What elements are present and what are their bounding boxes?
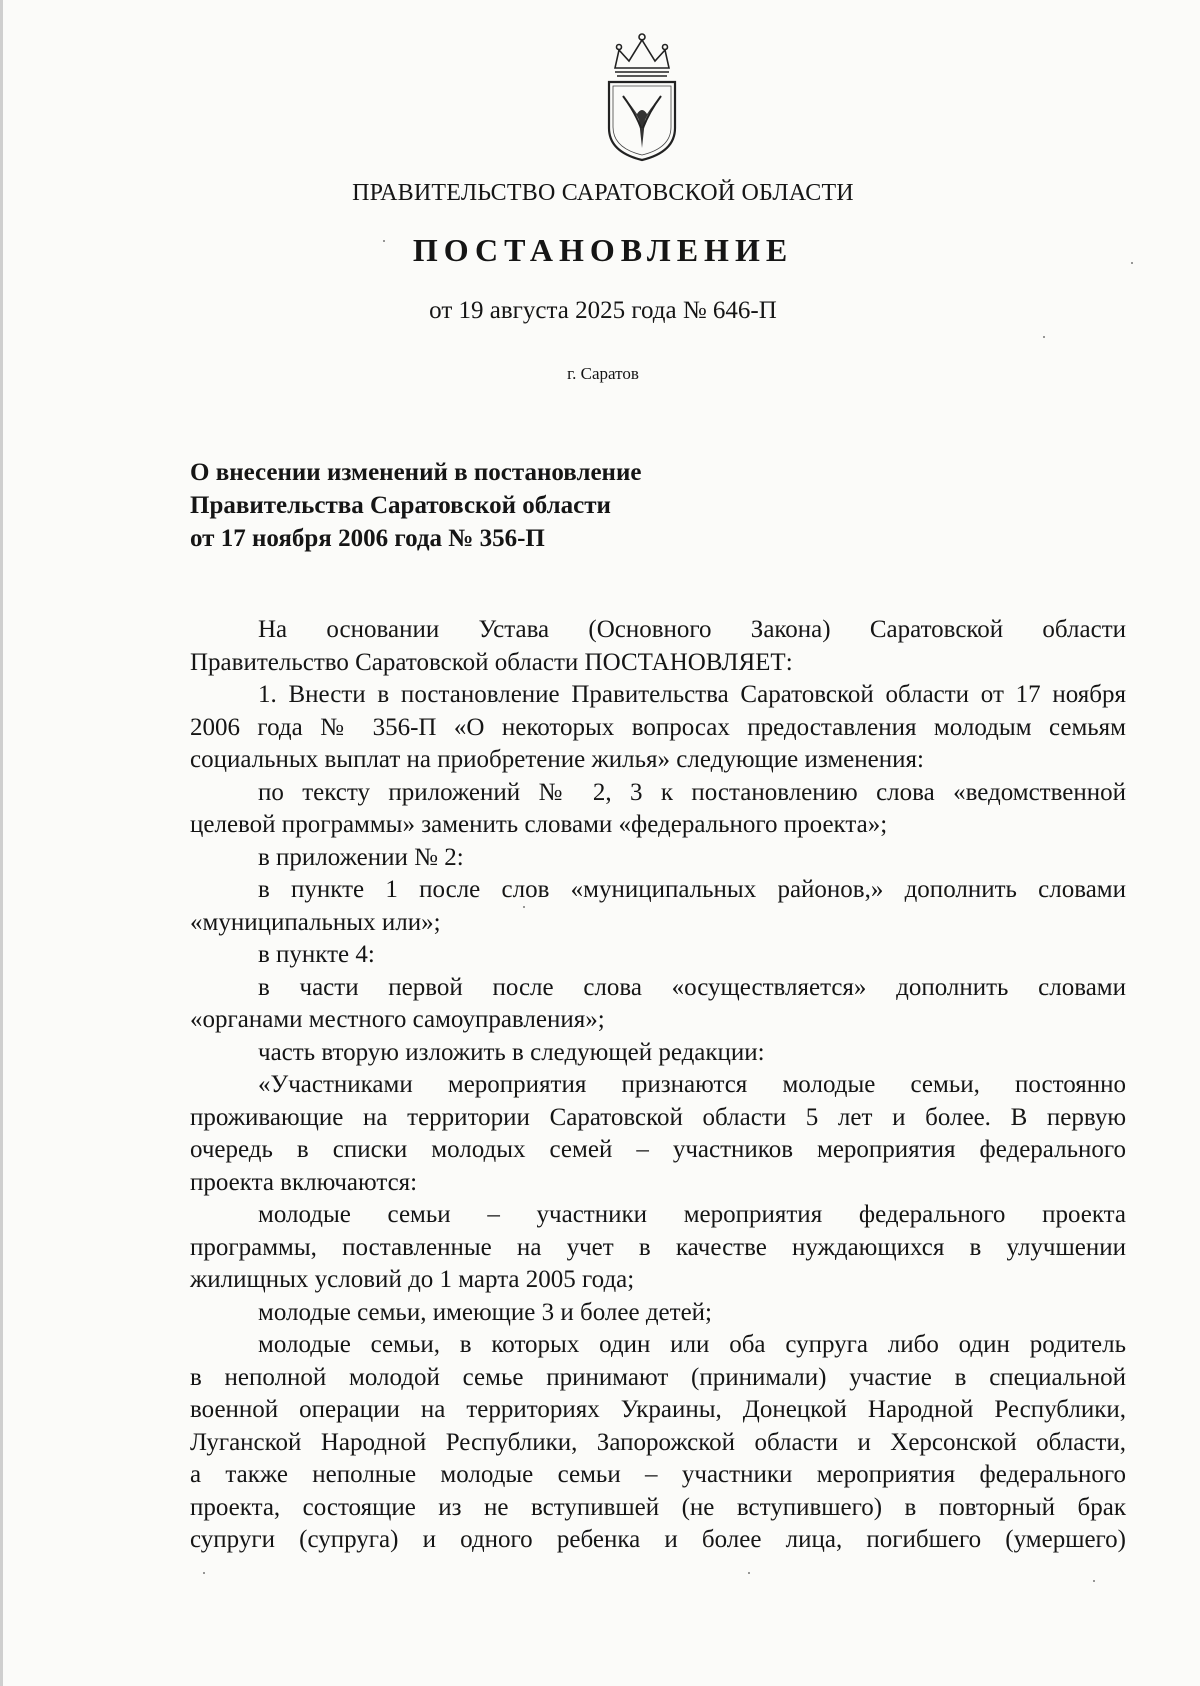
body-line: целевой программы» заменить словами «федерального проекта»;	[190, 811, 888, 838]
body-line: 1. Внести в постановление Правительства Саратовской области от 17 ноября	[258, 681, 1126, 708]
scan-speck	[1093, 1580, 1095, 1582]
body-line: в части первой после слова «осуществляется» дополнить словами	[258, 973, 1126, 1001]
body-line: в пункте 4:	[258, 941, 375, 968]
scan-speck	[1043, 336, 1045, 338]
body-line: молодые семьи – участники мероприятия федерального проекта	[258, 1201, 1126, 1228]
body-line: Луганской Народной Республики, Запорожской области и Херсонской области,	[190, 1428, 1126, 1456]
scan-speck	[383, 240, 385, 242]
body-line: молодые семьи, имеющие 3 и более детей;	[258, 1298, 713, 1326]
body-line: «Участниками мероприятия признаются молодые семьи, постоянно	[258, 1071, 1126, 1098]
body-line: часть вторую изложить в следующей редакции:	[258, 1038, 765, 1066]
body-line: проекта, состоящие из не вступившей (не вступившего) в повторный брак	[190, 1493, 1126, 1521]
body-line: а также неполные молодые семьи – участники мероприятия федерального	[190, 1461, 1126, 1488]
body-line: в пункте 1 после слов «муниципальных районов,» дополнить словами	[258, 876, 1126, 903]
document-body	[190, 614, 1126, 1557]
body-line: Правительство Саратовской области ПОСТАНОВЛЯЕТ:	[190, 648, 793, 676]
body-line: «органами местного самоуправления»;	[190, 1006, 605, 1033]
document-subject	[190, 456, 641, 555]
body-line: «муниципальных или»;	[190, 908, 441, 936]
body-line: жилищных условий до 1 марта 2005 года;	[190, 1266, 635, 1293]
body-line: в неполной молодой семье принимают (принимали) участие в специальной	[190, 1363, 1126, 1391]
body-line: проживающие на территории Саратовской области 5 лет и более. В первую	[190, 1103, 1126, 1131]
body-line: 2006 года № 356-П «О некоторых вопросах предоставления молодым семьям	[190, 713, 1126, 741]
saratov-coat-of-arms-icon	[601, 28, 683, 163]
subject-line: О внесении изменений в постановление	[190, 459, 642, 486]
body-line: проекта включаются:	[190, 1168, 418, 1196]
body-line: супруги (супруга) и одного ребенка и более лица, погибшего (умершего)	[190, 1526, 1126, 1553]
subject-line: от 17 ноября 2006 года № 356-П	[190, 525, 545, 552]
document-date-number: от 19 августа 2025 года № 646-П	[429, 297, 777, 324]
body-line: военной операции на территориях Украины, Донецкой Народной Республики,	[190, 1396, 1126, 1423]
body-line: по тексту приложений № 2, 3 к постановлению слова «ведомственной	[258, 778, 1126, 806]
organization-name: ПРАВИТЕЛЬСТВО САРАТОВСКОЙ ОБЛАСТИ	[352, 180, 854, 206]
body-line: На основании Устава (Основного Закона) Саратовской области	[258, 616, 1126, 643]
scan-speck	[523, 906, 525, 908]
body-line: молодые семьи, в которых один или оба супруга либо один родитель	[258, 1331, 1126, 1358]
body-line: очередь в списки молодых семей – участников мероприятия федерального	[190, 1136, 1126, 1163]
subject-line: Правительства Саратовской области	[190, 492, 611, 519]
body-line: социальных выплат на приобретение жилья» следующие изменения:	[190, 746, 924, 773]
scan-speck	[1131, 262, 1133, 264]
body-line: в приложении № 2:	[258, 843, 464, 871]
scan-speck	[203, 1572, 205, 1574]
body-line: программы, поставленные на учет в качестве нуждающихся в улучшении	[190, 1233, 1126, 1261]
document-type-title: ПОСТАНОВЛЕНИЕ	[412, 232, 794, 268]
document-city: г. Саратов	[567, 364, 639, 383]
scan-speck	[748, 1572, 750, 1574]
